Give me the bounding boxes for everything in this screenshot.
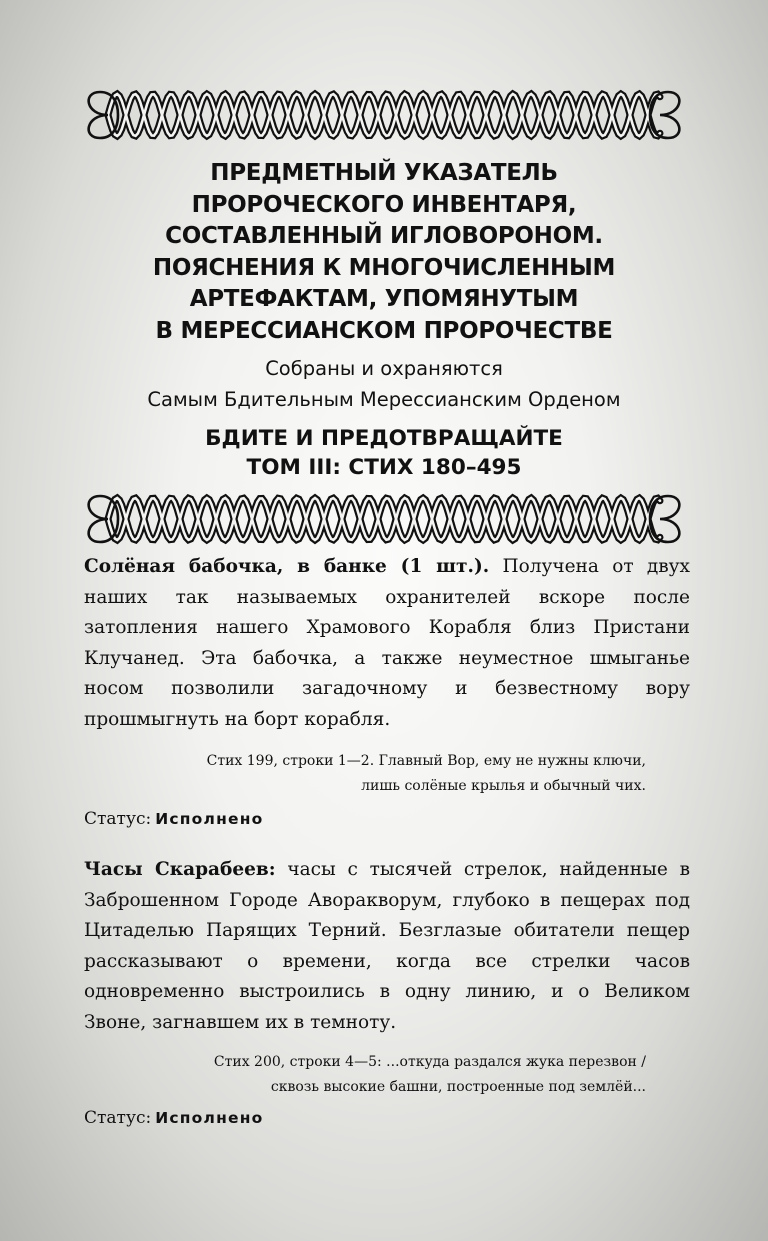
verse-line: Стих 199, строки 1—2. Главный Вор, ему не нужны ключи,: [206, 753, 646, 769]
celtic-knot-border-middle: [78, 490, 690, 548]
volume-motto: [40, 424, 728, 482]
entry-status: [84, 1106, 690, 1130]
title-line: В МЕРЕССИАНСКОМ ПРОРОЧЕСТВЕ: [155, 317, 613, 344]
motto-line: БДИТЕ И ПРЕДОТВРАЩАЙТЕ: [205, 426, 563, 451]
entry-name: Солёная бабочка, в банке (1 шт.).: [84, 556, 490, 577]
subtitle-line: Самым Бдительным Мерессианским Орденом: [147, 388, 621, 411]
verse-quote: [84, 749, 646, 799]
entry-description: Получена от двух наших так называемых охранителей вскоре после затопления нашего Храмового Корабля близ Пристани Клучанед. Эта бабочка, а также неуместное шмыганье носом позволили загадочному и безвестному вору прошмыгнуть на борт корабля.: [84, 556, 690, 730]
subtitle-line: Собраны и охраняются: [265, 357, 503, 380]
index-subtitle: [40, 353, 728, 415]
status-value: Исполнено: [155, 810, 264, 828]
status-label: Статус:: [84, 1108, 152, 1128]
artifact-entry: [84, 855, 690, 1130]
artifact-entry: [84, 552, 690, 831]
verse-line: лишь солёные крылья и обычный чих.: [361, 778, 646, 794]
verse-line: Стих 200, строки 4—5: ...откуда раздался жука перезвон /: [213, 1054, 646, 1070]
verse-line: сквозь высокие башни, построенные под землёй...: [270, 1079, 646, 1095]
entry-description: часы с тысячей стрелок, найденные в Заброшенном Городе Аворакворум, глубоко в пещерах под Цитаделью Парящих Терний. Безглазые обитатели пещер рассказывают о времени, когда все стрелки часов одновременно выстроились в одну линию, и о Великом Звоне, загнавшем их в темноту.: [84, 859, 690, 1033]
title-line: СОСТАВЛЕННЫЙ ИГЛОВОРОНОМ.: [165, 223, 603, 249]
celtic-knot-border-top: [78, 86, 690, 144]
title-line: ПОЯСНЕНИЯ К МНОГОЧИСЛЕННЫМ: [152, 254, 616, 281]
title-line: АРТЕФАКТАМ, УПОМЯНУТЫМ: [189, 286, 579, 312]
entry-text: [84, 855, 690, 1038]
entry-text: [84, 552, 690, 735]
verse-quote: [84, 1050, 646, 1100]
volume-line: ТОМ III: СТИХ 180–495: [246, 455, 522, 480]
index-title: [40, 158, 728, 347]
entry-status: [84, 807, 690, 831]
title-line: ПРОРОЧЕСКОГО ИНВЕНТАРЯ,: [191, 191, 577, 218]
celtic-knot-ornament-icon: [78, 86, 690, 144]
entry-name: Часы Скарабеев:: [84, 859, 276, 880]
title-line: ПРЕДМЕТНЫЙ УКАЗАТЕЛЬ: [210, 160, 558, 186]
status-value: Исполнено: [155, 1109, 264, 1127]
celtic-knot-ornament-icon: [78, 490, 690, 548]
status-label: Статус:: [84, 809, 152, 829]
